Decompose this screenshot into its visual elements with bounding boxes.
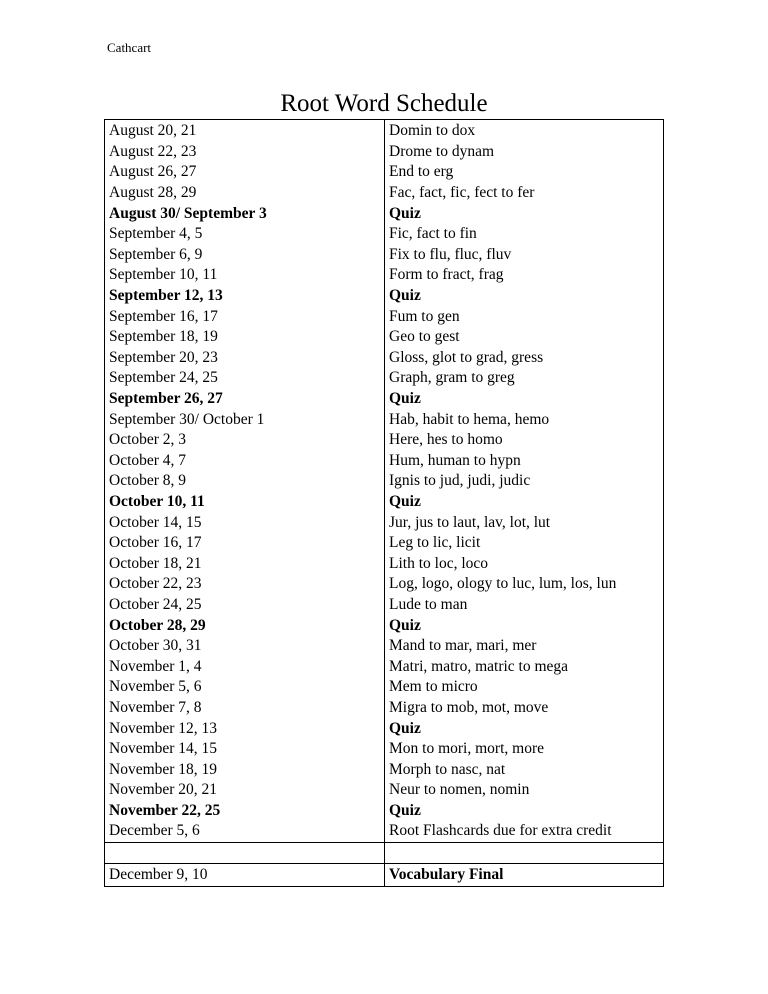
table-row [105,348,664,369]
schedule-date: September 12, 13 [105,286,385,307]
table-row [105,821,664,842]
schedule-date: November 7, 8 [105,698,385,719]
table-row [105,718,664,739]
schedule-topic: Mand to mar, mari, mer [385,636,664,657]
table-row [105,471,664,492]
schedule-topic: Lith to loc, loco [385,553,664,574]
schedule-topic: Quiz [385,615,664,636]
table-row [105,780,664,801]
table-row [105,759,664,780]
schedule-date: September 16, 17 [105,306,385,327]
schedule-table [104,119,664,887]
schedule-topic: Mem to micro [385,677,664,698]
schedule-topic: Log, logo, ology to luc, lum, los, lun [385,574,664,595]
schedule-date: December 5, 6 [105,821,385,842]
schedule-topic: Hum, human to hypn [385,451,664,472]
page-title: Root Word Schedule [280,90,488,117]
schedule-topic: Fac, fact, fic, fect to fer [385,183,664,204]
schedule-topic: Migra to mob, mot, move [385,698,664,719]
schedule-date: October 8, 9 [105,471,385,492]
blank-date-cell [105,842,385,863]
schedule-topic: Matri, matro, matric to mega [385,656,664,677]
schedule-topic: Quiz [385,492,664,513]
schedule-date: November 20, 21 [105,780,385,801]
schedule-date: November 22, 25 [105,801,385,822]
table-row [105,224,664,245]
table-row [105,533,664,554]
schedule-topic: Fic, fact to fin [385,224,664,245]
schedule-date: September 26, 27 [105,389,385,410]
schedule-date: September 24, 25 [105,368,385,389]
schedule-date: October 16, 17 [105,533,385,554]
schedule-date: September 18, 19 [105,327,385,348]
table-row [105,389,664,410]
schedule-date: September 30/ October 1 [105,409,385,430]
table-row [105,306,664,327]
blank-topic-cell [385,842,664,863]
table-row [105,698,664,719]
blank-row [105,842,664,863]
schedule-topic: Root Flashcards due for extra credit [385,821,664,842]
schedule-topic: Fix to flu, fluc, fluv [385,245,664,266]
schedule-date: October 10, 11 [105,492,385,513]
schedule-topic: Fum to gen [385,306,664,327]
schedule-date: September 20, 23 [105,348,385,369]
table-row [105,245,664,266]
schedule-topic: End to erg [385,162,664,183]
table-row [105,265,664,286]
table-row [105,430,664,451]
schedule-date: November 14, 15 [105,739,385,760]
schedule-date: October 2, 3 [105,430,385,451]
table-row [105,636,664,657]
table-row [105,409,664,430]
final-row [105,863,664,886]
schedule-date: August 30/ September 3 [105,203,385,224]
schedule-topic: Mon to mori, mort, more [385,739,664,760]
schedule-topic: Gloss, glot to grad, gress [385,348,664,369]
schedule-topic: Graph, gram to greg [385,368,664,389]
schedule-topic: Leg to lic, licit [385,533,664,554]
table-row [105,595,664,616]
table-row [105,677,664,698]
schedule-date: August 22, 23 [105,142,385,163]
final-topic: Vocabulary Final [385,863,664,886]
header-name: Cathcart [107,40,152,55]
schedule-body [105,120,664,887]
table-row [105,327,664,348]
schedule-topic: Hab, habit to hema, hemo [385,409,664,430]
table-row [105,368,664,389]
table-row [105,656,664,677]
schedule-topic: Form to fract, frag [385,265,664,286]
table-row [105,286,664,307]
schedule-date: October 4, 7 [105,451,385,472]
schedule-topic: Quiz [385,801,664,822]
schedule-topic: Geo to gest [385,327,664,348]
schedule-date: August 20, 21 [105,120,385,142]
schedule-topic: Quiz [385,286,664,307]
schedule-topic: Here, hes to homo [385,430,664,451]
schedule-date: October 14, 15 [105,512,385,533]
schedule-date: October 22, 23 [105,574,385,595]
table-row [105,801,664,822]
schedule-date: November 1, 4 [105,656,385,677]
schedule-topic: Neur to nomen, nomin [385,780,664,801]
schedule-topic: Quiz [385,203,664,224]
schedule-date: October 30, 31 [105,636,385,657]
table-row [105,183,664,204]
table-row [105,162,664,183]
schedule-topic: Drome to dynam [385,142,664,163]
table-row [105,451,664,472]
schedule-topic: Quiz [385,718,664,739]
schedule-date: October 18, 21 [105,553,385,574]
schedule-topic: Lude to man [385,595,664,616]
final-date: December 9, 10 [105,863,385,886]
schedule-topic: Morph to nasc, nat [385,759,664,780]
schedule-date: October 28, 29 [105,615,385,636]
schedule-date: November 12, 13 [105,718,385,739]
schedule-topic: Quiz [385,389,664,410]
schedule-topic: Domin to dox [385,120,664,142]
table-row [105,120,664,142]
table-row [105,203,664,224]
schedule-date: October 24, 25 [105,595,385,616]
schedule-date: August 26, 27 [105,162,385,183]
schedule-date: August 28, 29 [105,183,385,204]
table-row [105,574,664,595]
table-row [105,492,664,513]
table-row [105,142,664,163]
schedule-date: November 18, 19 [105,759,385,780]
schedule-date: September 4, 5 [105,224,385,245]
table-row [105,739,664,760]
schedule-date: November 5, 6 [105,677,385,698]
table-row [105,512,664,533]
schedule-topic: Ignis to jud, judi, judic [385,471,664,492]
schedule-topic: Jur, jus to laut, lav, lot, lut [385,512,664,533]
schedule-date: September 6, 9 [105,245,385,266]
table-row [105,553,664,574]
schedule-date: September 10, 11 [105,265,385,286]
table-row [105,615,664,636]
